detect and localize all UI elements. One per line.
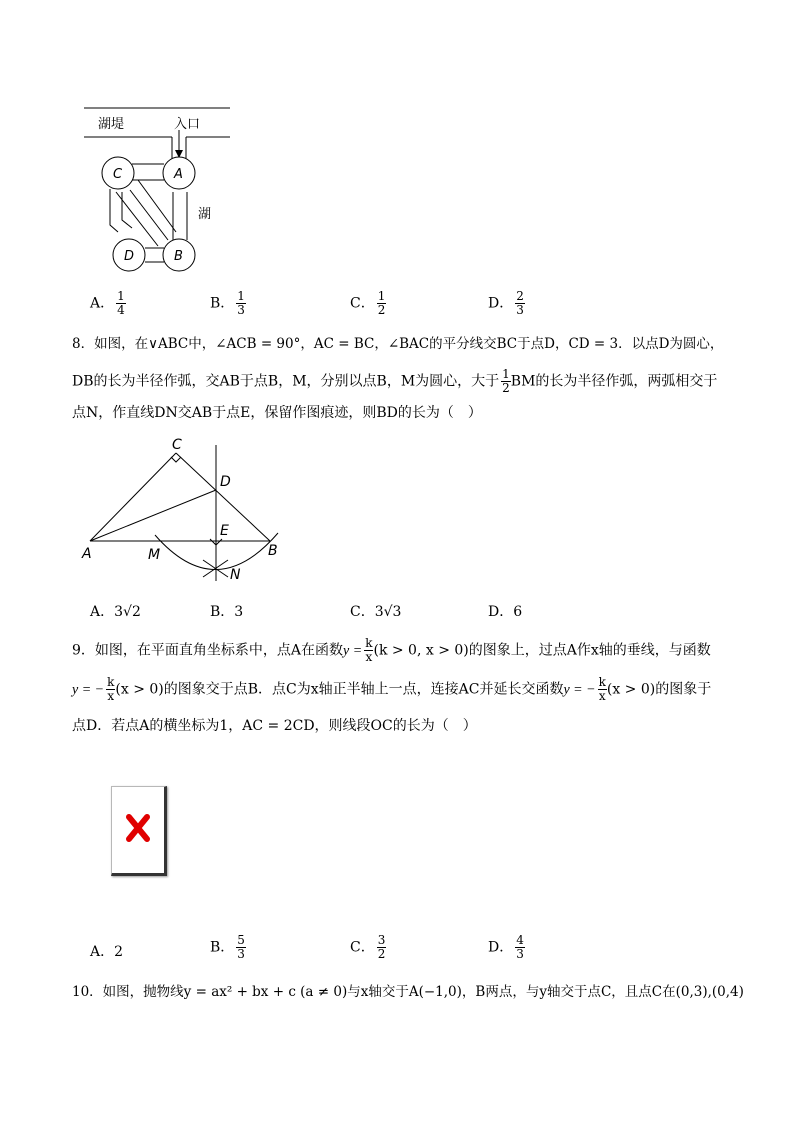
q10-line-1: 10．如图，抛物线y = ax² + bx + c (a ≠ 0)与x轴交于A(−1,0)，B两点，与y轴交于点C，且点C在(0,3),(0,4) <box>72 984 744 1000</box>
broken-image-icon <box>111 786 167 876</box>
q9-option-c[interactable]: C． $\frac{3}{2}$ <box>350 933 386 961</box>
q8-line-3: 点N，作直线DN交AB于点E，保留作图痕迹，则BD的长为（ ） <box>72 405 482 421</box>
q8-line-1: 8．如图，在∨ABC中，∠ACB = 90°，AC = BC，∠BAC的平分线交BC于点D，CD = 3．以点D为圆心， <box>72 336 724 352</box>
q8-option-a[interactable]: A．3√2 <box>90 604 141 620</box>
q8-option-c[interactable]: C．3√3 <box>350 604 402 620</box>
lake-path-figure <box>80 100 240 275</box>
fig8-label-c: C <box>172 437 182 453</box>
q8-option-d[interactable]: D．6 <box>488 604 523 620</box>
q9-line-1: 9．如图，在平面直角坐标系中，点A在函数y = $\frac{k}{x}$ (k > 0, x > 0)的图象上，过点A作x轴的垂线，与函数 <box>72 636 711 664</box>
fig8-label-e: E <box>220 523 229 539</box>
q8-line-2: DB的长为半径作弧，交AB于点B，M，分别以点B，M为圆心，大于 $\frac{1}{2}$ BM的长为半径作弧，两弧相交于 <box>72 367 718 395</box>
fig8-label-d: D <box>220 474 231 490</box>
fig8-label-m: M <box>148 547 161 563</box>
q7-option-b[interactable]: B． $\frac{1}{3}$ <box>210 289 245 317</box>
lake-label: 湖 <box>198 207 212 222</box>
q9-line-3: 点D．若点A的横坐标为1，AC = 2CD，则线段OC的长为（ ） <box>72 718 477 734</box>
node-d-label: D <box>124 249 135 264</box>
q9-option-b[interactable]: B． $\frac{5}{3}$ <box>210 933 245 961</box>
q9-line-2: y = − $\frac{k}{x}$ (x > 0)的图象交于点B．点C为x轴正半轴上一点，连接AC并延长交函数y = − $\frac{k}{x}$ (x > 0)的图象于 <box>72 675 712 703</box>
entrance-label: 入口 <box>174 117 201 132</box>
fig8-label-b: B <box>268 543 278 559</box>
q7-option-c[interactable]: C． $\frac{1}{2}$ <box>350 289 386 317</box>
node-b-label: B <box>174 249 183 264</box>
node-c-label: C <box>113 167 123 182</box>
lake-dike-label: 湖堤 <box>98 117 125 132</box>
q9-option-a[interactable]: A．2 <box>90 944 124 960</box>
q9-option-d[interactable]: D． $\frac{4}{3}$ <box>488 933 524 961</box>
fig8-label-a: A <box>82 546 92 562</box>
fig8-label-n: N <box>230 567 241 583</box>
q8-option-b[interactable]: B．3 <box>210 604 244 620</box>
triangle-construction-figure <box>80 435 295 585</box>
q7-option-d[interactable]: D． $\frac{2}{3}$ <box>488 289 524 317</box>
q7-option-a[interactable]: A． $\frac{1}{4}$ <box>90 289 125 317</box>
node-a-label: A <box>174 167 183 182</box>
